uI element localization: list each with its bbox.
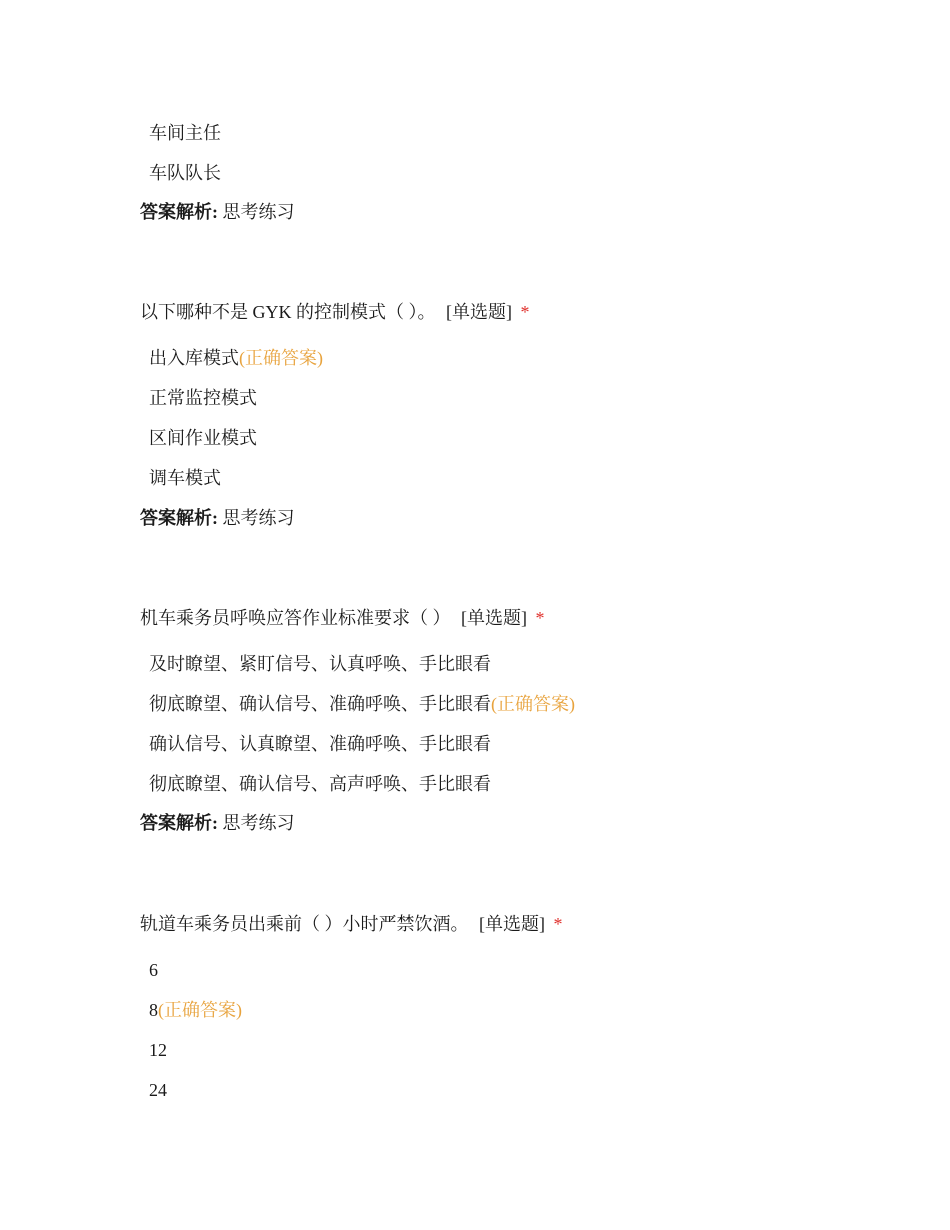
option: 区间作业模式 [149,428,257,448]
option: 6 [149,960,158,980]
option: 调车模式 [149,468,221,488]
option-correct: 彻底瞭望、确认信号、准确呼唤、手比眼看(正确答案) [149,694,575,714]
correct-answer-tag: (正确答案) [491,694,575,714]
question-type: [单选题] [446,302,512,322]
question-type: [单选题] [461,608,527,628]
analysis-label: 答案解析: [140,813,218,833]
analysis-text: 思考练习 [222,813,295,833]
required-mark: * [535,608,545,628]
analysis-text: 思考练习 [222,508,295,528]
question-title: 机车乘务员呼唤应答作业标准要求（ ） [单选题] * [140,608,545,628]
question-title: 轨道车乘务员出乘前（ ）小时严禁饮酒。 [单选题] * [140,914,563,934]
option: 24 [149,1080,167,1100]
option: 车间主任 [149,123,221,143]
required-mark: * [520,302,530,322]
correct-answer-tag: (正确答案) [158,1000,242,1020]
option: 确认信号、认真瞭望、准确呼唤、手比眼看 [149,734,491,754]
correct-answer-tag: (正确答案) [239,348,323,368]
option-correct: 8(正确答案) [149,1000,242,1020]
analysis-text: 思考练习 [222,202,295,222]
option-correct: 出入库模式(正确答案) [149,348,323,368]
required-mark: * [553,914,563,934]
option: 正常监控模式 [149,388,257,408]
question-type: [单选题] [479,914,545,934]
answer-analysis [140,200,295,224]
option: 12 [149,1040,167,1060]
question-title: 以下哪种不是 GYK 的控制模式（ ）。 [单选题] * [140,302,530,322]
option: 彻底瞭望、确认信号、高声呼唤、手比眼看 [149,774,491,794]
option: 及时瞭望、紧盯信号、认真呼唤、手比眼看 [149,654,491,674]
answer-analysis [140,811,295,835]
analysis-label: 答案解析: [140,508,218,528]
analysis-label: 答案解析: [140,202,218,222]
answer-analysis [140,506,295,530]
option: 车队队长 [149,163,221,183]
